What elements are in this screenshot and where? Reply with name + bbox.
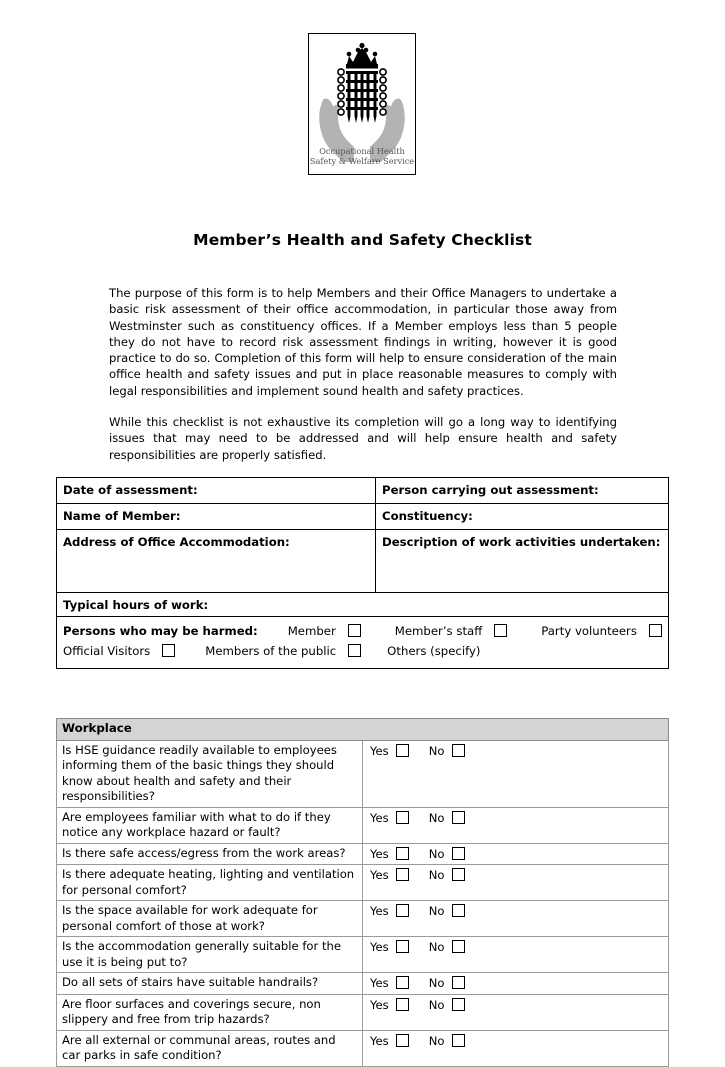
- field-person-carrying-out-assessment[interactable]: Person carrying out assessment:: [376, 478, 669, 504]
- yes-label: Yes: [370, 810, 389, 825]
- answer-cell: [363, 1030, 669, 1066]
- answer-cell: [363, 865, 669, 901]
- answer-cell: [363, 740, 669, 807]
- table-row: [57, 865, 669, 901]
- table-row: [57, 504, 669, 530]
- checkbox-no[interactable]: [452, 904, 465, 917]
- intro-paragraph-2: While this checklist is not exhaustive its completion will go a long way to identifying issues that may need to be addressed and will help ensure health and safety responsibilities are properly satisfied.: [109, 415, 617, 462]
- assessment-details-table: [56, 477, 669, 669]
- organisation-logo: [308, 33, 416, 175]
- checkbox-no[interactable]: [452, 744, 465, 757]
- answer-cell: [363, 937, 669, 973]
- field-date-of-assessment[interactable]: Date of assessment:: [57, 478, 376, 504]
- field-address-of-office[interactable]: Address of Office Accommodation:: [57, 530, 376, 593]
- yes-label: Yes: [370, 940, 389, 954]
- intro-paragraph-1: The purpose of this form is to help Members and their Office Managers to undertake a basic risk assessment of their office accommodation, in particular those away from Westminster such as constituency offices. If a Member employs less than 5 people they do not have to record risk assessment findings in writing, however it is good practice to do so. Completion of this form will help to ensure consideration of the main office health and safety issues and put in place reasonable measures to comply with legal responsibilities and implement sound health and safety practices.: [109, 286, 617, 398]
- table-row: [57, 530, 669, 593]
- portcullis-with-hands-icon: [309, 34, 415, 174]
- persons-harmed-label: Persons who may be harmed:: [63, 624, 258, 638]
- no-label: No: [428, 1033, 445, 1048]
- checkbox-yes[interactable]: [396, 868, 409, 881]
- field-typical-hours-of-work[interactable]: Typical hours of work:: [57, 593, 669, 617]
- no-label: No: [428, 976, 445, 990]
- yes-label: Yes: [370, 904, 389, 918]
- no-label: No: [428, 997, 445, 1012]
- table-row: [57, 593, 669, 617]
- question-text: Are all external or communal areas, routes and car parks in safe condition?: [57, 1030, 363, 1066]
- checkbox-no[interactable]: [452, 847, 465, 860]
- yes-label: Yes: [370, 846, 389, 861]
- table-row: [57, 740, 669, 807]
- no-label: No: [428, 904, 445, 918]
- checkbox-yes[interactable]: [396, 998, 409, 1011]
- answer-cell: [363, 901, 669, 937]
- checkbox-yes[interactable]: [396, 940, 409, 953]
- option-label-official-visitors: Official Visitors: [63, 644, 151, 658]
- table-row: [57, 807, 669, 843]
- yes-label: Yes: [370, 868, 389, 882]
- table-row: [57, 843, 669, 865]
- no-label: No: [428, 810, 445, 825]
- yes-label: Yes: [370, 743, 389, 758]
- checkbox-member[interactable]: [348, 624, 361, 637]
- persons-who-may-be-harmed-cell: [57, 617, 669, 669]
- table-row: [57, 937, 669, 973]
- section-title: Workplace: [57, 719, 669, 741]
- checkbox-no[interactable]: [452, 976, 465, 989]
- option-label-others-specify[interactable]: Others (specify): [387, 644, 481, 658]
- table-row: [57, 973, 669, 995]
- checkbox-members-of-public[interactable]: [348, 644, 361, 657]
- logo-text-line1: Occupational Health: [319, 146, 405, 156]
- question-text: Is HSE guidance readily available to employees informing them of the basic things they should know about health and safety and their responsibilities?: [57, 740, 363, 807]
- page-title: Member’s Health and Safety Checklist: [193, 231, 532, 249]
- checkbox-official-visitors[interactable]: [162, 644, 175, 657]
- checkbox-no[interactable]: [452, 940, 465, 953]
- yes-label: Yes: [370, 1033, 389, 1048]
- checkbox-yes[interactable]: [396, 811, 409, 824]
- option-label-members-staff: Member’s staff: [394, 624, 483, 638]
- checkbox-yes[interactable]: [396, 1034, 409, 1047]
- question-text: Is the space available for work adequate for personal comfort of those at work?: [57, 901, 363, 937]
- checkbox-no[interactable]: [452, 1034, 465, 1047]
- checkbox-yes[interactable]: [396, 904, 409, 917]
- table-row: [57, 901, 669, 937]
- option-label-member: Member: [287, 624, 336, 638]
- table-row: [57, 617, 669, 669]
- checkbox-party-volunteers[interactable]: [649, 624, 662, 637]
- checkbox-members-staff[interactable]: [494, 624, 507, 637]
- checkbox-no[interactable]: [452, 998, 465, 1011]
- table-row: [57, 1030, 669, 1066]
- answer-cell: [363, 843, 669, 865]
- no-label: No: [428, 868, 445, 882]
- no-label: No: [428, 846, 445, 861]
- no-label: No: [428, 743, 445, 758]
- section-header-workplace: [57, 719, 669, 741]
- field-name-of-member[interactable]: Name of Member:: [57, 504, 376, 530]
- question-text: Is there adequate heating, lighting and ventilation for personal comfort?: [57, 865, 363, 901]
- answer-cell: [363, 973, 669, 995]
- checkbox-yes[interactable]: [396, 744, 409, 757]
- logo-text-line2: Safety & Welfare Service: [309, 156, 415, 166]
- checkbox-yes[interactable]: [396, 847, 409, 860]
- no-label: No: [428, 940, 445, 954]
- workplace-checklist-table: [56, 718, 669, 1067]
- checkbox-yes[interactable]: [396, 976, 409, 989]
- question-text: Do all sets of stairs have suitable handrails?: [57, 973, 363, 995]
- field-description-of-work[interactable]: Description of work activities undertaken:: [376, 530, 669, 593]
- table-row: [57, 478, 669, 504]
- option-label-members-of-public: Members of the public: [205, 644, 337, 658]
- question-text: Are employees familiar with what to do if they notice any workplace hazard or fault?: [57, 807, 363, 843]
- yes-label: Yes: [370, 976, 389, 990]
- checkbox-no[interactable]: [452, 811, 465, 824]
- question-text: Is the accommodation generally suitable for the use it is being put to?: [57, 937, 363, 973]
- checkbox-no[interactable]: [452, 868, 465, 881]
- question-text: Are floor surfaces and coverings secure, non slippery and free from trip hazards?: [57, 994, 363, 1030]
- option-label-party-volunteers: Party volunteers: [541, 624, 637, 638]
- answer-cell: [363, 807, 669, 843]
- table-row: [57, 994, 669, 1030]
- field-constituency[interactable]: Constituency:: [376, 504, 669, 530]
- yes-label: Yes: [370, 997, 389, 1012]
- answer-cell: [363, 994, 669, 1030]
- question-text: Is there safe access/egress from the work areas?: [57, 843, 363, 865]
